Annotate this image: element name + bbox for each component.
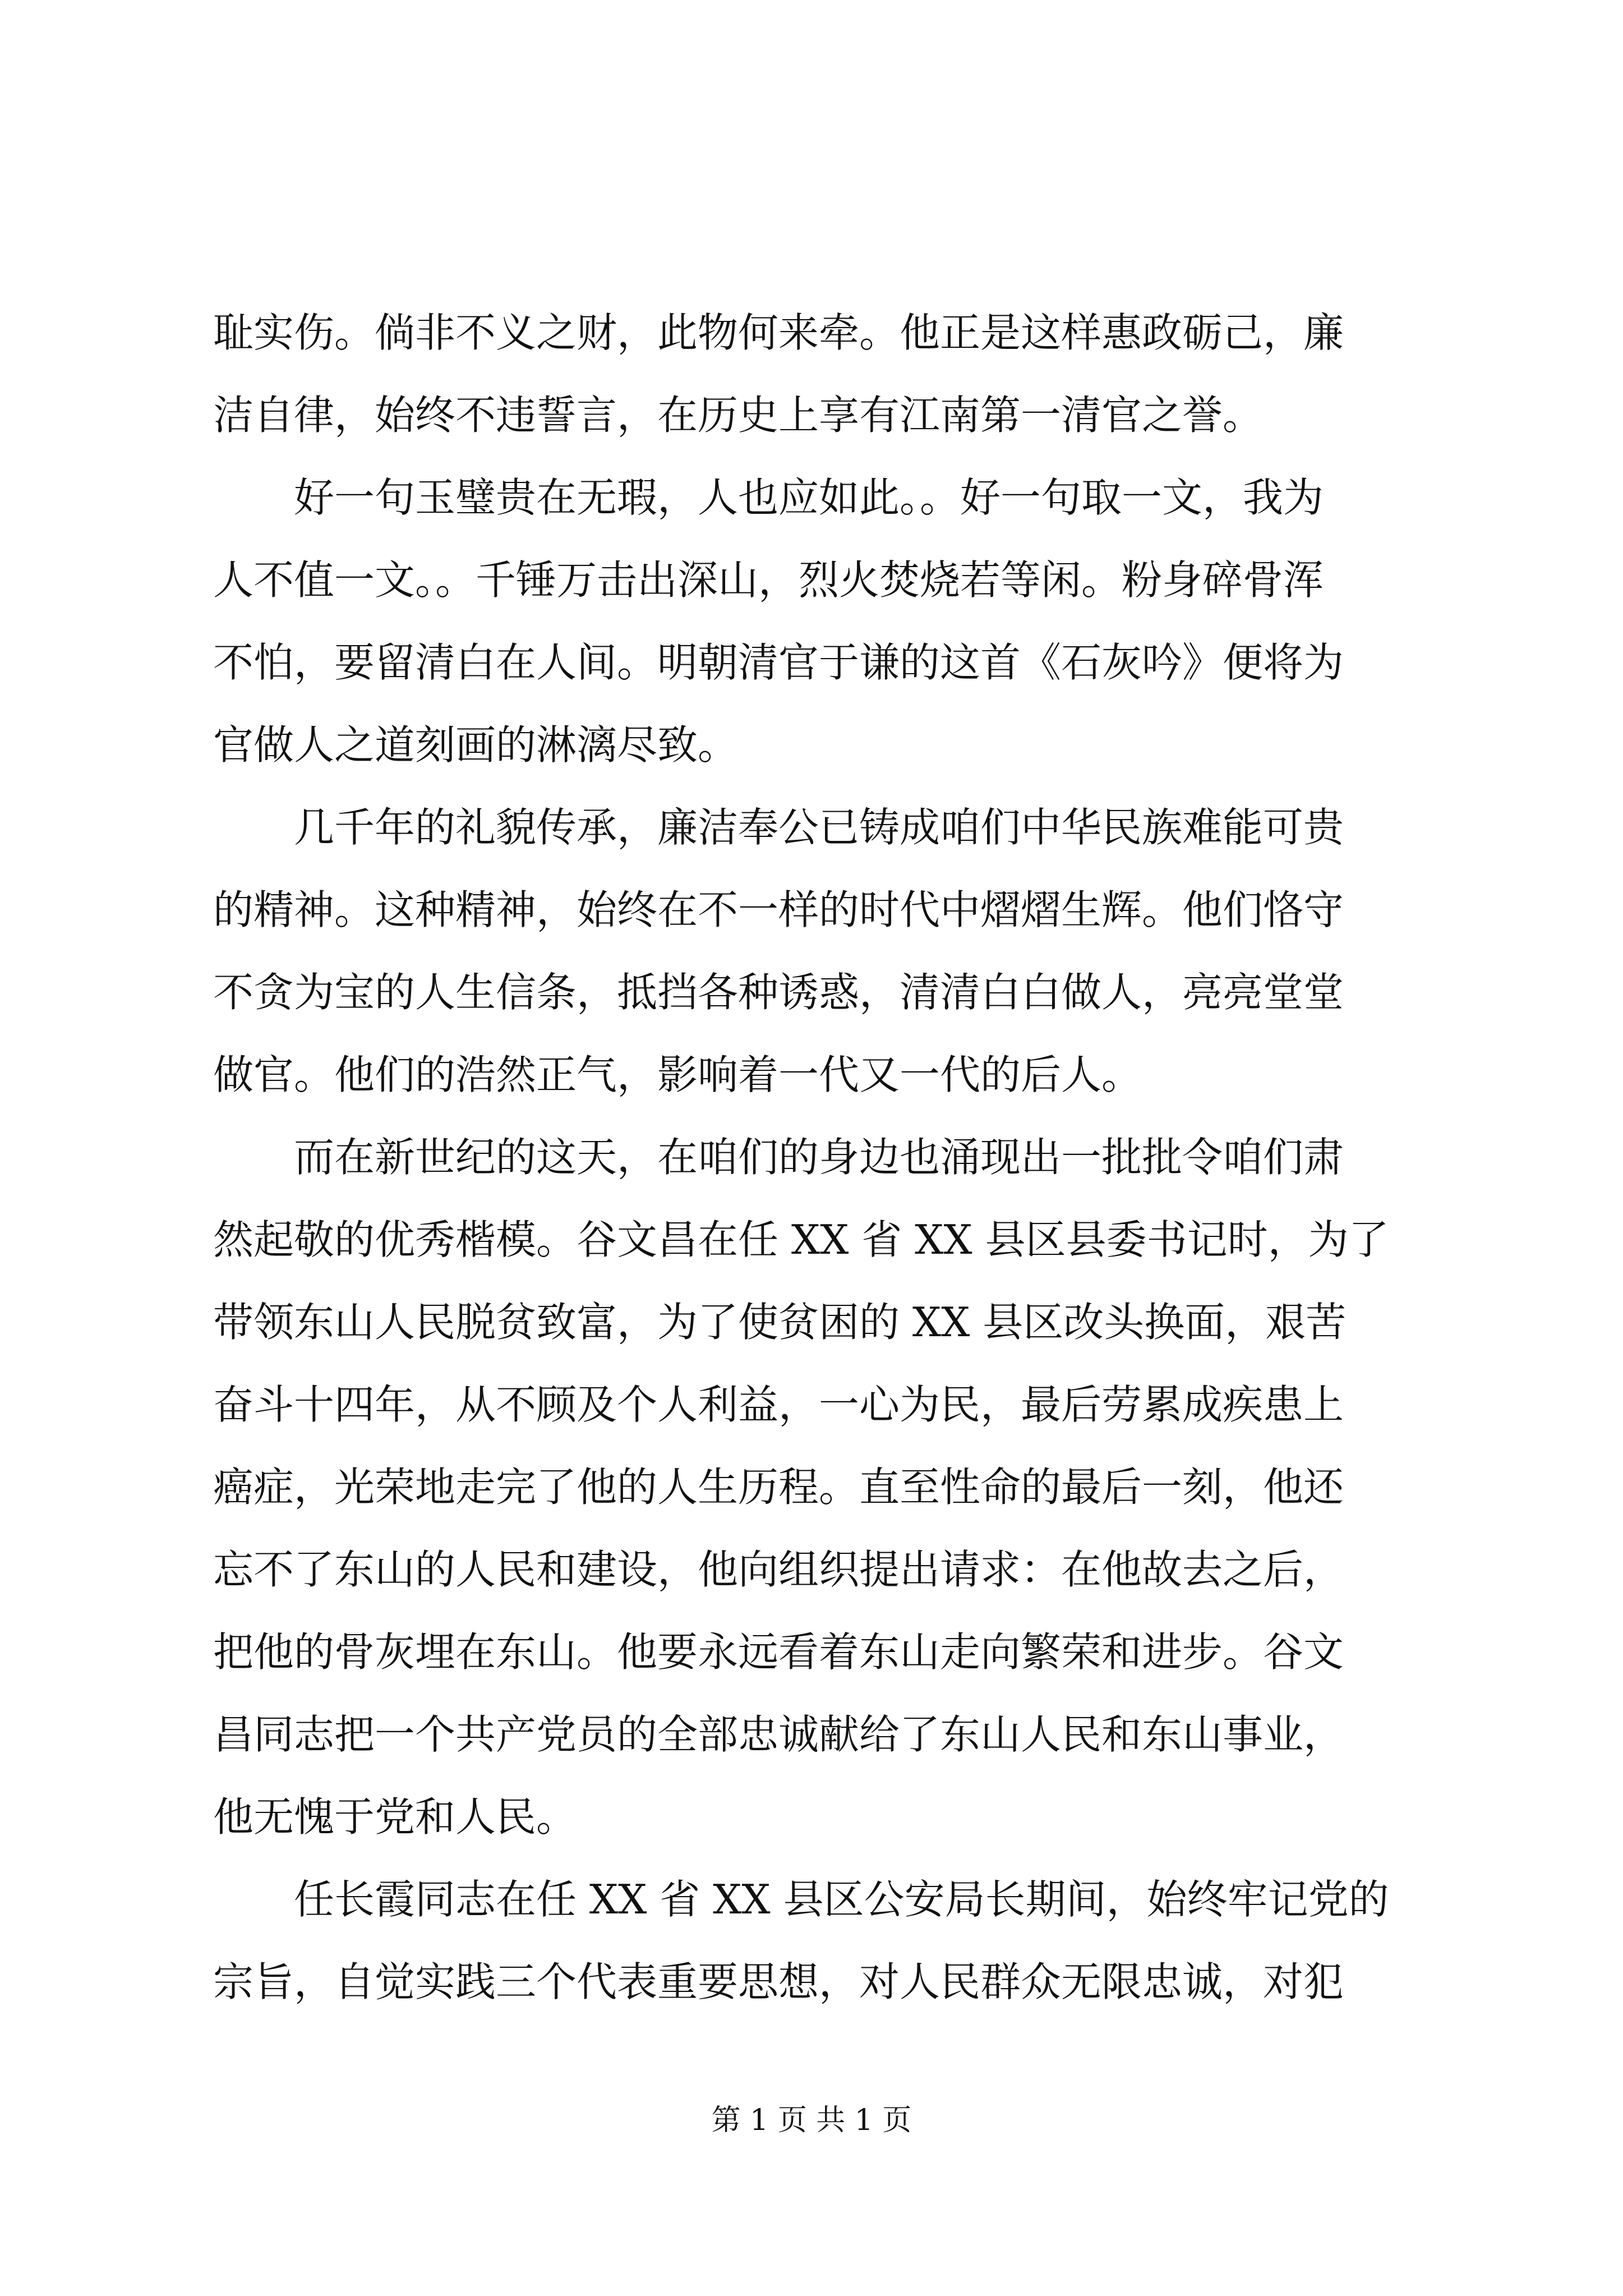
text-line: 奋斗十四年，从不顾及个人利益，一心为民，最后劳累成疾患上 <box>213 1381 1344 1428</box>
text-line: 癌症，光荣地走完了他的人生历程。直至性命的最后一刻，他还 <box>213 1464 1344 1511</box>
text-line: 的精神。这种精神，始终在不一样的时代中熠熠生辉。他们恪守 <box>213 886 1344 933</box>
paragraph-first-line: 任长霞同志在任 XX 省 XX 县区公安局长期间，始终牢记党的 <box>294 1876 1389 1923</box>
text-line: 耻实伤。倘非不义之财，此物何来牵。他正是这样惠政砺己，廉 <box>213 309 1344 356</box>
text-line: 昌同志把一个共产党员的全部忠诚献给了东山人民和东山事业， <box>213 1711 1344 1758</box>
text-line: 然起敬的优秀楷模。谷文昌在任 XX 省 XX 县区县委书记时，为了 <box>213 1216 1389 1263</box>
text-line: 不怕，要留清白在人间。明朝清官于谦的这首《石灰吟》便将为 <box>213 639 1344 686</box>
text-line: 做官。他们的浩然正气，影响着一代又一代的后人。 <box>213 1051 1142 1098</box>
text-line: 人不值一文。。千锤万击出深山，烈火焚烧若等闲。粉身碎骨浑 <box>213 556 1324 604</box>
text-line: 宗旨，自觉实践三个代表重要思想，对人民群众无限忠诚，对犯 <box>213 1958 1344 2005</box>
text-line: 官做人之道刻画的淋漓尽致。 <box>213 721 739 769</box>
text-line: 洁自律，始终不违誓言，在历史上享有江南第一清官之誉。 <box>213 392 1264 439</box>
text-line: 忘不了东山的人民和建设，他向组织提出请求：在他故去之后， <box>213 1546 1344 1593</box>
text-line: 他无愧于党和人民。 <box>213 1793 577 1841</box>
document-body <box>213 292 1413 2023</box>
paragraph-first-line: 几千年的礼貌传承，廉洁奉公已铸成咱们中华民族难能可贵 <box>294 804 1344 851</box>
text-line: 把他的骨灰埋在东山。他要永远看着东山走向繁荣和进步。谷文 <box>213 1628 1344 1676</box>
page-footer: 第 1 页 共 1 页 <box>711 2104 912 2137</box>
paragraph-first-line: 好一句玉璧贵在无瑕，人也应如此。。好一句取一文，我为 <box>294 474 1324 521</box>
text-line: 带领东山人民脱贫致富，为了使贫困的 XX 县区改头换面，艰苦 <box>213 1299 1347 1346</box>
text-line: 不贪为宝的人生信条，抵挡各种诱惑，清清白白做人，亮亮堂堂 <box>213 969 1344 1016</box>
paragraph-first-line: 而在新世纪的这天，在咱们的身边也涌现出一批批令咱们肃 <box>294 1134 1344 1181</box>
